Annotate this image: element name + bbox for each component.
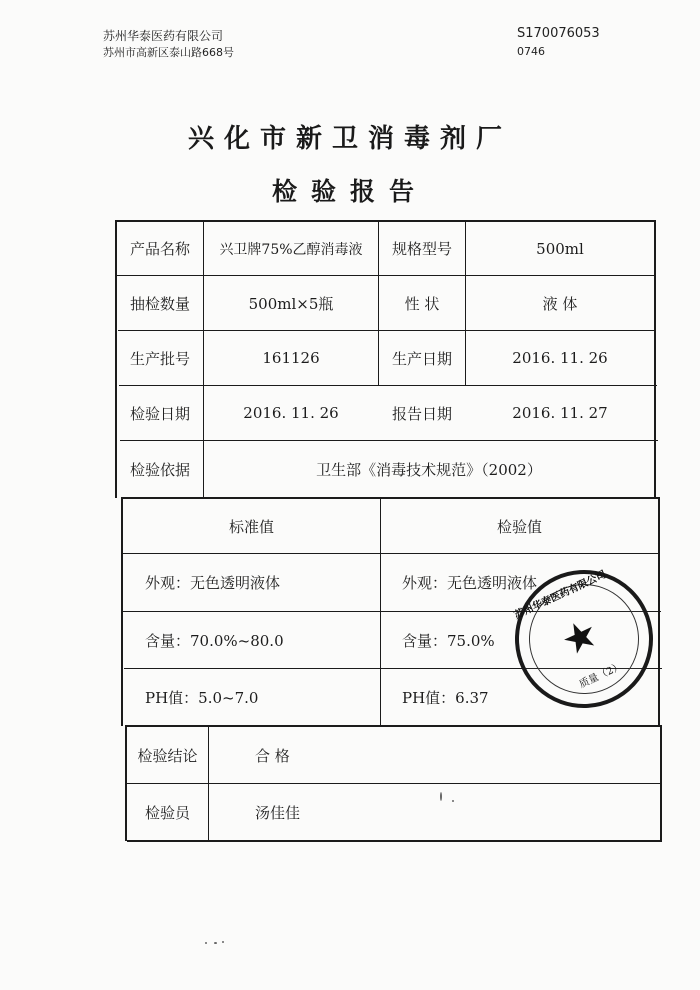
product-name-label: 产品名称 [129, 240, 190, 258]
property-value: 液 体 [542, 294, 578, 313]
report-date-value: 2016. 11. 27 [512, 404, 608, 422]
scan-mark [205, 942, 207, 944]
scan-mark [222, 941, 224, 943]
conclusion-label: 检验结论 [137, 746, 198, 765]
standard-content: 含量：70.0%~80.0 [145, 631, 284, 650]
basis-value: 卫生部《消毒技术规范》（2002） [316, 460, 542, 479]
test-value-header: 检验值 [496, 517, 542, 536]
test-content: 含量：75.0% [402, 631, 495, 650]
inspector-value: 汤佳佳 [255, 803, 301, 822]
test-appearance: 外观：无色透明液体 [402, 574, 538, 592]
sample-qty-label: 抽检数量 [129, 294, 190, 313]
report-title: 检验报告 [271, 177, 428, 206]
spec-value: 500ml [536, 239, 584, 258]
document-number: S170076053 [517, 26, 600, 41]
scan-mark [452, 800, 454, 802]
conclusion-value: 合 格 [255, 746, 290, 765]
scan-mark [214, 942, 217, 944]
seal-text: 苏州华泰医药有限公司 [512, 569, 609, 622]
company-address: 苏州市高新区泰山路668号 [103, 46, 234, 59]
property-label: 性 状 [404, 294, 440, 313]
standard-appearance: 外观：无色透明液体 [145, 574, 281, 592]
production-date-label: 生产日期 [391, 349, 452, 368]
seal-code: 质量（2） [577, 660, 625, 691]
spec-label: 规格型号 [391, 240, 452, 258]
report-date-label: 报告日期 [391, 404, 452, 423]
test-date-label: 检验日期 [129, 404, 190, 423]
standard-ph: PH值：5.0~7.0 [145, 688, 259, 707]
batch-label: 生产批号 [129, 349, 190, 368]
production-date-value: 2016. 11. 26 [512, 349, 608, 367]
scan-mark [440, 792, 442, 801]
test-date-value: 2016. 11. 26 [243, 404, 339, 422]
basis-label: 检验依据 [129, 460, 190, 479]
product-name-value: 兴卫牌75%乙醇消毒液 [219, 241, 363, 258]
sample-qty-value: 500ml×5瓶 [248, 294, 334, 313]
star-icon: ★ [553, 609, 606, 667]
company-name: 苏州华泰医药有限公司 [103, 29, 224, 43]
batch-value: 161126 [262, 349, 320, 367]
document-subnumber: 0746 [517, 45, 545, 58]
standard-value-header: 标准值 [228, 517, 274, 536]
inspector-label: 检验员 [144, 803, 190, 822]
factory-title: 兴化市新卫消毒剂厂 [187, 124, 512, 154]
test-ph: PH值：6.37 [402, 688, 489, 707]
